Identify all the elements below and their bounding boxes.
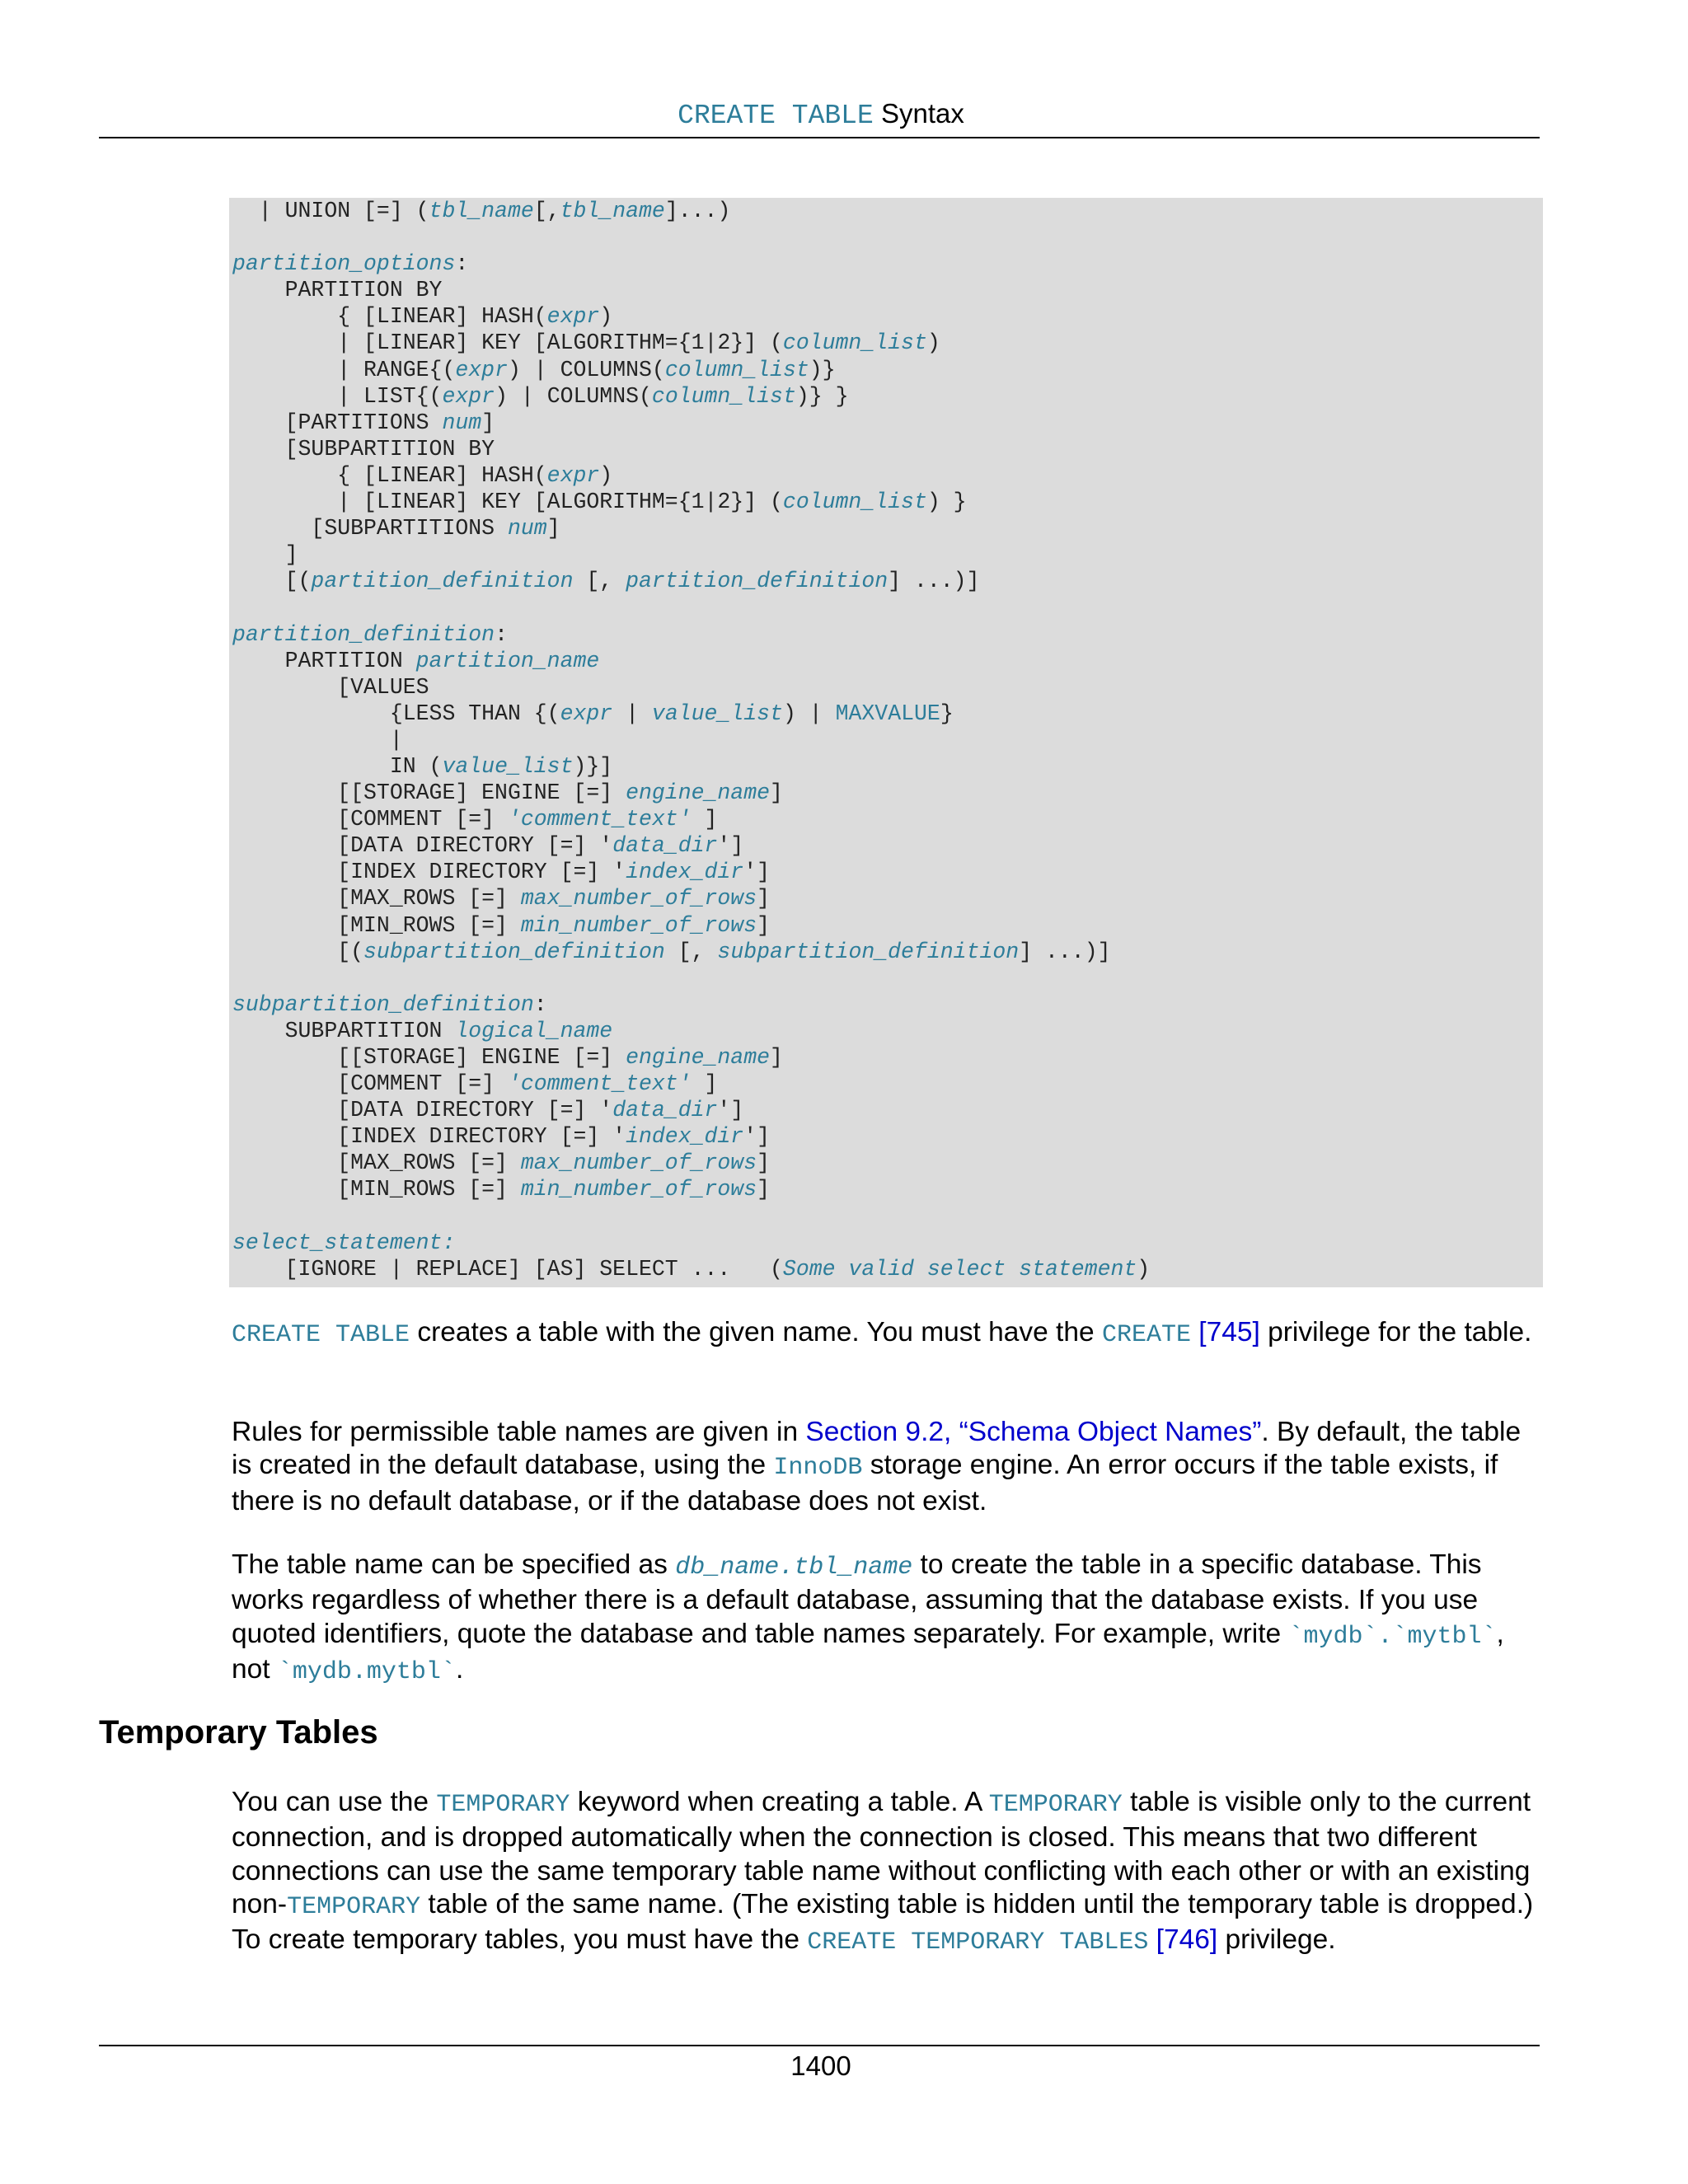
code-placeholder: value_list [651, 701, 783, 726]
code-text: [IGNORE | REPLACE] [AS] SELECT ... ( [284, 1256, 783, 1282]
code-placeholder: Some valid select statement [782, 1256, 1137, 1282]
paragraph-text: . [455, 1653, 464, 1685]
syntax-code-block [229, 198, 1543, 1287]
code-text: [VALUES {LESS THAN {( [337, 674, 560, 726]
code-text: [, [573, 569, 626, 594]
inline-code: db_name.tbl_name [675, 1554, 913, 1582]
paragraph-text: privilege. [1217, 1924, 1336, 1956]
inline-code: CREATE TABLE [232, 1321, 410, 1349]
code-placeholder: partition_options [232, 251, 456, 277]
code-text: ) | RANGE{( [337, 330, 940, 382]
code-text: '] [INDEX DIRECTORY [=] ' [337, 833, 744, 885]
code-text: ]...) [664, 199, 731, 223]
code-placeholder: column_list [651, 383, 796, 409]
code-placeholder: data_dir [612, 833, 718, 859]
code-placeholder: 'comment_text' [507, 1071, 692, 1097]
privilege-ref-link[interactable]: [746] [1148, 1924, 1218, 1956]
code-text: )} } [PARTITIONS [284, 383, 849, 435]
code-text: : PARTITION [284, 621, 508, 673]
code-placeholder: partition_definition [232, 621, 495, 647]
inline-code: InnoDB [773, 1454, 863, 1483]
paragraph-text: creates a table with the given name. You must have the [410, 1317, 1102, 1347]
code-placeholder: max_number_of_rows [520, 1151, 757, 1176]
paragraph-text: . By default, the table is created in the default database, using the [232, 1417, 1522, 1481]
code-text: ) } [SUBPARTITIONS [311, 490, 967, 541]
paragraph-text: keyword when creating a table. A [570, 1787, 989, 1817]
code-placeholder: logical_name [455, 1018, 613, 1043]
code-text: ) | [782, 701, 836, 726]
page-header-title [0, 97, 1642, 133]
code-text: ] ...)] [1019, 939, 1111, 964]
code-placeholder: expr [546, 462, 600, 488]
paragraph-text: , not [232, 1618, 1504, 1685]
code-text: ] [DATA DIRECTORY [=] ' [337, 807, 718, 859]
code-text: ] [COMMENT [=] [337, 1045, 783, 1097]
code-placeholder: expr [455, 357, 508, 382]
code-placeholder: value_list [442, 753, 574, 779]
code-placeholder: index_dir [626, 1124, 744, 1150]
code-text: ) | [LINEAR] KEY [ALGORITHM={1|2}] ( [337, 462, 783, 515]
code-text: ] [COMMENT [=] [337, 780, 783, 832]
paragraph-temporary-tables [232, 1786, 1542, 1959]
code-placeholder: num [507, 516, 547, 541]
code-placeholder: column_list [782, 490, 927, 515]
inline-code: CREATE [1101, 1321, 1191, 1349]
code-placeholder: partition_name [415, 648, 600, 673]
footer-rule [99, 2045, 1540, 2046]
header-rule [99, 137, 1540, 138]
privilege-ref-link[interactable]: [745] [1190, 1317, 1260, 1347]
code-placeholder: engine_name [626, 780, 771, 806]
inline-code: TEMPORARY [287, 1892, 421, 1921]
code-placeholder: column_list [664, 357, 809, 382]
paragraph-table-name-rules [232, 1416, 1542, 1518]
code-placeholder: subpartition_definition [232, 991, 534, 1017]
inline-code: `mydb`.`mytbl` [1288, 1622, 1497, 1651]
syntax-code-text [232, 198, 1543, 1282]
code-text: '] [MAX_ROWS [=] [337, 1124, 771, 1176]
code-placeholder: expr [560, 701, 613, 726]
paragraph-text: table is visible only to the current connection, and is dropped automatically when the connection is closed. This means that two different connections can use the same temporary table name without conflicting with each other or with an existing non- [232, 1787, 1531, 1919]
paragraph-text: The table name can be specified as [232, 1549, 676, 1580]
code-placeholder: column_list [782, 330, 927, 356]
paragraph-text: privilege for the table. [1259, 1317, 1532, 1347]
code-text: | UNION [=] ( [232, 199, 429, 223]
code-text: ) [1137, 1256, 1151, 1282]
code-placeholder: index_dir [626, 860, 744, 885]
code-keyword: MAXVALUE [835, 701, 940, 726]
schema-object-names-link[interactable]: Section 9.2, “Schema Object Names” [805, 1417, 1262, 1447]
code-placeholder: num [442, 410, 482, 435]
code-placeholder: data_dir [612, 1098, 718, 1123]
paragraph-text: to create the table in a specific database. This works regardless of whether there is a default database, assuming that the database exists. If you use quoted identifiers, quote the database and table names separately. For example, write [232, 1549, 1482, 1649]
paragraph-create-table [232, 1316, 1542, 1352]
code-text: )}] [[STORAGE] ENGINE [=] [337, 753, 613, 806]
code-text: : SUBPARTITION [284, 991, 547, 1043]
code-text: : PARTITION BY { [LINEAR] HASH( [284, 251, 547, 330]
code-text: | [612, 701, 652, 726]
code-placeholder: select_statement: [232, 1230, 456, 1255]
inline-code: TEMPORARY [988, 1791, 1123, 1819]
page-number: 1400 [790, 2050, 851, 2081]
paragraph-text: You can use the [232, 1787, 437, 1817]
code-placeholder: min_number_of_rows [520, 912, 757, 938]
code-placeholder: 'comment_text' [507, 807, 692, 832]
inline-code: CREATE TEMPORARY TABLES [807, 1929, 1149, 1957]
code-placeholder: partition_definition [311, 569, 574, 594]
code-text: ] [DATA DIRECTORY [=] ' [337, 1071, 718, 1123]
paragraph-qualified-names [232, 1549, 1542, 1689]
code-placeholder: subpartition_definition [717, 939, 1020, 964]
header-title-text: Syntax [880, 98, 964, 129]
code-text: ] [SUBPARTITION BY { [LINEAR] HASH( [284, 410, 547, 488]
code-text: [, [533, 199, 560, 223]
code-placeholder: expr [442, 383, 495, 409]
header-title-code: CREATE TABLE [678, 101, 874, 131]
section-heading: Temporary Tables [99, 1714, 378, 1750]
code-placeholder: max_number_of_rows [520, 886, 757, 912]
code-text: ] ] [( [284, 516, 560, 594]
code-text: ] [757, 1177, 771, 1202]
code-text: ] [MIN_ROWS [=] [337, 886, 771, 938]
code-placeholder: subpartition_definition [363, 939, 665, 964]
code-text: ] ...)] [888, 569, 980, 594]
code-text: ) | COLUMNS( [507, 357, 665, 382]
code-text: )} | LIST{( [337, 357, 836, 409]
paragraph-text: table of the same name. (The existing table is hidden until the temporary table is dropped.) To create temporary tables, you must have the [232, 1888, 1534, 1956]
code-placeholder: expr [546, 304, 600, 330]
code-text: ) | COLUMNS( [495, 383, 652, 409]
inline-code: TEMPORARY [436, 1791, 570, 1819]
code-text: ] [MIN_ROWS [=] [337, 1151, 771, 1202]
code-text: '] [MAX_ROWS [=] [337, 860, 771, 912]
code-text: ) | [LINEAR] KEY [ALGORITHM={1|2}] ( [337, 304, 783, 356]
code-placeholder: tbl_name [560, 199, 665, 223]
code-text: [[STORAGE] ENGINE [=] [337, 1045, 613, 1070]
paragraph-text: Rules for permissible table names are given in [232, 1417, 806, 1447]
code-text: '] [INDEX DIRECTORY [=] ' [337, 1098, 744, 1150]
code-text: } | IN ( [389, 701, 954, 779]
inline-code: `mydb.mytbl` [277, 1657, 456, 1686]
code-text: [, [664, 939, 718, 964]
paragraph-text: storage engine. An error occurs if the table exists, if there is no default database, or if the database does not exist. [232, 1450, 1498, 1516]
code-placeholder: min_number_of_rows [520, 1177, 757, 1202]
code-text: ] [( [337, 912, 771, 964]
code-placeholder: partition_definition [626, 569, 889, 594]
code-placeholder: tbl_name [429, 199, 534, 223]
code-placeholder: engine_name [626, 1045, 771, 1070]
